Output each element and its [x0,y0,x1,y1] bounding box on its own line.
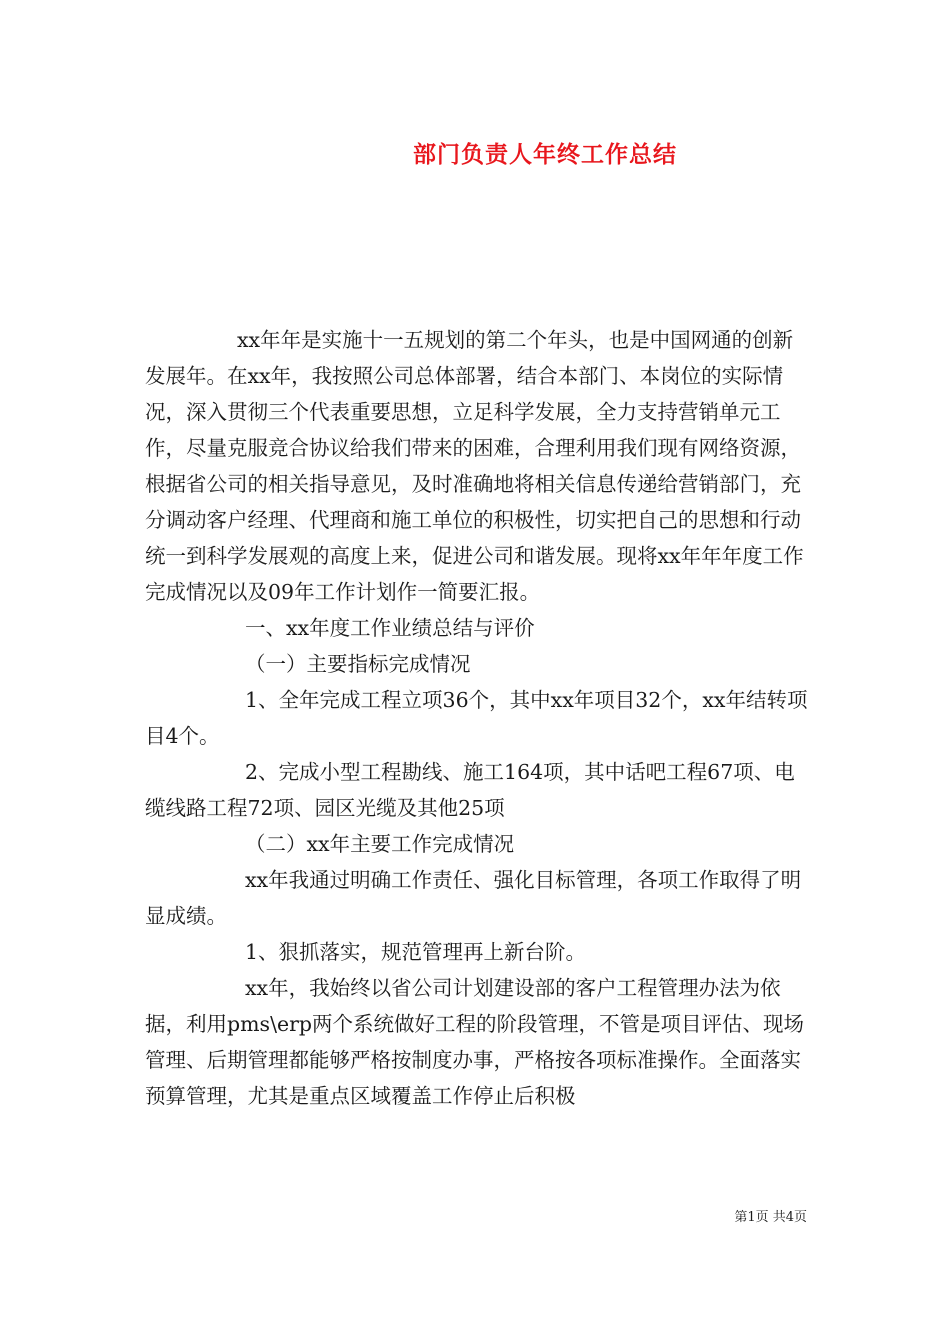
subsection-heading-1: （一）主要指标完成情况 [245,652,471,676]
paragraph-achievements: xx年我通过明确工作责任、强化目标管理，各项工作取得了明显成绩。 [145,868,802,928]
list-item-2: 2、完成小型工程勘线、施工164项，其中话吧工程67项、电缆线路工程72项、园区光缆及其他25项 [145,760,795,820]
document-body [145,322,810,1114]
subsection-heading-2: （二）xx年主要工作完成情况 [245,832,515,856]
document-title: 部门负责人年终工作总结 [413,142,677,168]
item-heading-1: 1、狠抓落实，规范管理再上新台阶。 [245,940,587,964]
list-item-1: 1、全年完成工程立项36个，其中xx年项目32个，xx年结转项目4个。 [145,688,808,748]
section-heading-1: 一、xx年度工作业绩总结与评价 [245,616,535,640]
page-footer: 第1页 共4页 [734,1210,807,1225]
paragraph-management: xx年，我始终以省公司计划建设部的客户工程管理办法为依据，利用pms\erp两个系统做好工程的阶段管理，不管是项目评估、现场管理、后期管理都能够严格按制度办事，严格按各项标准操作。全面落实预算管理，尤其是重点区域覆盖工作停止后积极 [145,976,805,1108]
intro-paragraph: xx年年是实施十一五规划的第二个年头，也是中国网通的创新发展年。在xx年，我按照公司总体部署，结合本部门、本岗位的实际情况，深入贯彻三个代表重要思想，立足科学发展，全力支持营销单元工作，尽量克服竞合协议给我们带来的困难，合理利用我们现有网络资源，根据省公司的相关指导意见，及时准确地将相关信息传递给营销部门，充分调动客户经理、代理商和施工单位的积极性，切实把自己的思想和行动统一到科学发展观的高度上来，促进公司和谐发展。现将xx年年年度工作完成情况以及09年工作计划作一简要汇报。 [145,328,804,604]
